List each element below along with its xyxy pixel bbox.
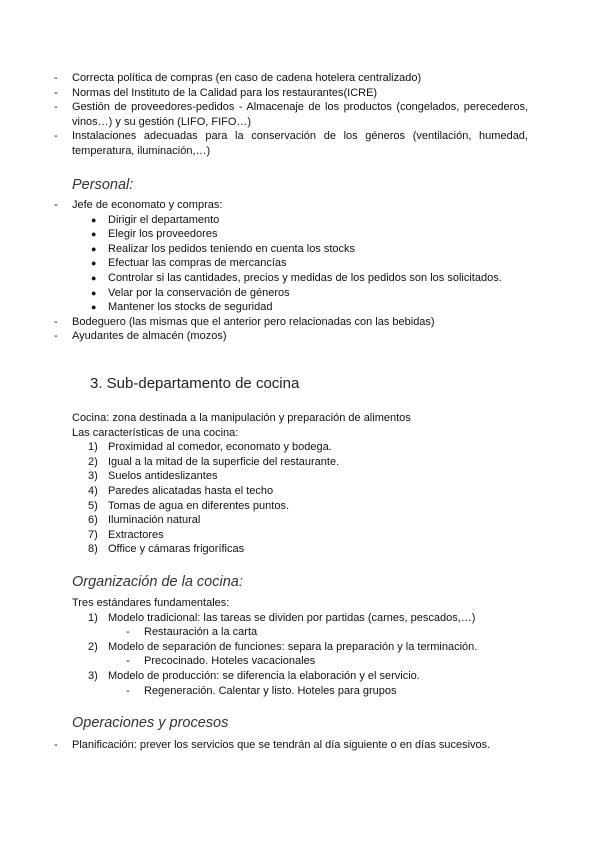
feature-item: [72, 440, 528, 455]
dash-marker: -: [54, 739, 58, 751]
item-number: 5): [88, 499, 98, 512]
item-number: 1): [88, 441, 98, 454]
list-item-text: Planificación: prever los servicios que se tendrán al día siguiente o en días sucesivos.: [72, 739, 491, 751]
model-text: Modelo de separación de funciones: separa la preparación y la terminación.: [108, 640, 478, 653]
bullet-icon: ●: [91, 214, 97, 225]
list-item: [36, 71, 528, 86]
feature-text: Tomas de agua en diferentes puntos.: [108, 499, 290, 512]
dash-marker: -: [54, 72, 58, 84]
list-item-text: Gestión de proveedores-pedidos - Almacenaje de los productos (congelados, perecederos, vinos…) y su gestión (LIFO, FIFO…): [72, 101, 528, 128]
list-item-text: Jefe de economato y compras:: [72, 199, 223, 211]
bullet-icon: ●: [91, 229, 97, 240]
dash-marker: -: [54, 101, 58, 114]
dash-marker: -: [54, 199, 58, 211]
item-number: 2): [88, 455, 98, 468]
organizacion-body: [72, 596, 528, 698]
feature-item: [72, 469, 528, 484]
feature-text: Suelos antideslizantes: [108, 470, 218, 483]
bullet-icon: ●: [91, 287, 97, 298]
item-number: 3): [88, 669, 98, 682]
bullet-icon: ●: [91, 258, 97, 269]
model-item: [72, 640, 528, 655]
list-item-text: Bodeguero (las mismas que el anterior pero relacionadas con las bebidas): [72, 315, 435, 328]
item-number: 7): [88, 528, 98, 541]
dash-marker: -: [54, 86, 58, 99]
item-number: 3): [88, 470, 98, 483]
top-list: [54, 71, 528, 159]
model-sub-item: [72, 684, 528, 699]
feature-item: [72, 455, 528, 470]
task-item: [36, 271, 528, 286]
task-item: [36, 242, 528, 257]
feature-item: [72, 528, 528, 543]
list-item: [36, 738, 528, 753]
model-text: Modelo de producción: se diferencia la elaboración y el servicio.: [108, 669, 420, 682]
model-item: [72, 669, 528, 684]
organizacion-heading: Organización de la cocina:: [72, 574, 243, 590]
task-text: Controlar si las cantidades, precios y medidas de los pedidos son los solicitados.: [108, 271, 502, 284]
intro-line: Cocina: zona destinada a la manipulación y preparación de alimentos: [72, 412, 411, 424]
model-text: Modelo tradicional: las tareas se dividen por partidas (carnes, pescados,…): [108, 611, 476, 624]
task-item: [36, 256, 528, 271]
task-text: Mantener los stocks de seguridad: [108, 301, 273, 314]
bullet-icon: ●: [91, 243, 97, 254]
item-number: 2): [88, 640, 98, 653]
task-item: [36, 286, 528, 301]
feature-text: Iluminación natural: [108, 514, 201, 527]
model-sub-item: [72, 654, 528, 669]
task-text: Dirigir el departamento: [108, 213, 220, 226]
task-item: [36, 227, 528, 242]
section3-body: [72, 411, 528, 557]
bullet-icon: ●: [91, 302, 97, 313]
dash-marker: -: [126, 655, 130, 668]
list-item-bodeguero: [36, 315, 528, 330]
personal-list: [36, 198, 528, 344]
dash-marker: -: [126, 626, 130, 639]
task-text: Realizar los pedidos teniendo en cuenta los stocks: [108, 242, 356, 255]
feature-text: Paredes alicatadas hasta el techo: [108, 484, 274, 497]
list-item: [36, 86, 528, 101]
task-item: [36, 300, 528, 315]
item-number: 4): [88, 484, 98, 497]
feature-text: Extractores: [108, 528, 164, 541]
list-item-text: Normas del Instituto de la Calidad para los restaurantes(ICRE): [72, 86, 378, 99]
dash-marker: -: [54, 330, 58, 343]
operaciones-list: [36, 738, 528, 753]
list-item-text: Correcta política de compras (en caso de cadena hotelera centralizado): [72, 72, 422, 84]
feature-item: [72, 499, 528, 514]
list-item-text: Instalaciones adecuadas para la conservación de los géneros (ventilación, humedad, temperatura, iluminación,…): [72, 130, 528, 157]
task-item: [36, 213, 528, 228]
item-number: 6): [88, 514, 98, 527]
feature-item: [72, 542, 528, 557]
model-item: [72, 611, 528, 626]
list-item: [36, 129, 528, 158]
feature-text: Igual a la mitad de la superficie del restaurante.: [108, 455, 340, 468]
model-sub-text: Precocinado. Hoteles vacacionales: [144, 655, 316, 668]
feature-text: Proximidad al comedor, economato y bodega.: [108, 441, 332, 454]
task-text: Elegir los proveedores: [108, 228, 218, 241]
operaciones-heading: Operaciones y procesos: [72, 715, 229, 731]
feature-text: Office y cámaras frigoríficas: [108, 543, 245, 556]
model-sub-item: [72, 625, 528, 640]
intro-line: Las características de una cocina:: [72, 426, 239, 439]
model-sub-text: Restauración a la carta: [144, 626, 258, 639]
dash-marker: -: [54, 130, 58, 143]
item-number: 8): [88, 543, 98, 556]
list-item-ayudantes: [36, 329, 528, 344]
feature-item: [72, 513, 528, 528]
item-number: 1): [88, 611, 98, 624]
intro-line: Tres estándares fundamentales:: [72, 597, 230, 609]
list-item-jefe: [36, 198, 528, 213]
dash-marker: -: [54, 315, 58, 328]
personal-heading: Personal:: [72, 177, 134, 193]
bullet-icon: ●: [91, 272, 97, 283]
dash-marker: -: [126, 684, 130, 697]
task-text: Velar por la conservación de géneros: [108, 286, 290, 299]
task-text: Efectuar las compras de mercancías: [108, 257, 287, 270]
list-item-text: Ayudantes de almacén (mozos): [72, 330, 227, 343]
model-sub-text: Regeneración. Calentar y listo. Hoteles para grupos: [144, 684, 397, 697]
section-title: 3. Sub-departamento de cocina: [90, 375, 300, 392]
feature-item: [72, 484, 528, 499]
list-item: [36, 100, 528, 129]
